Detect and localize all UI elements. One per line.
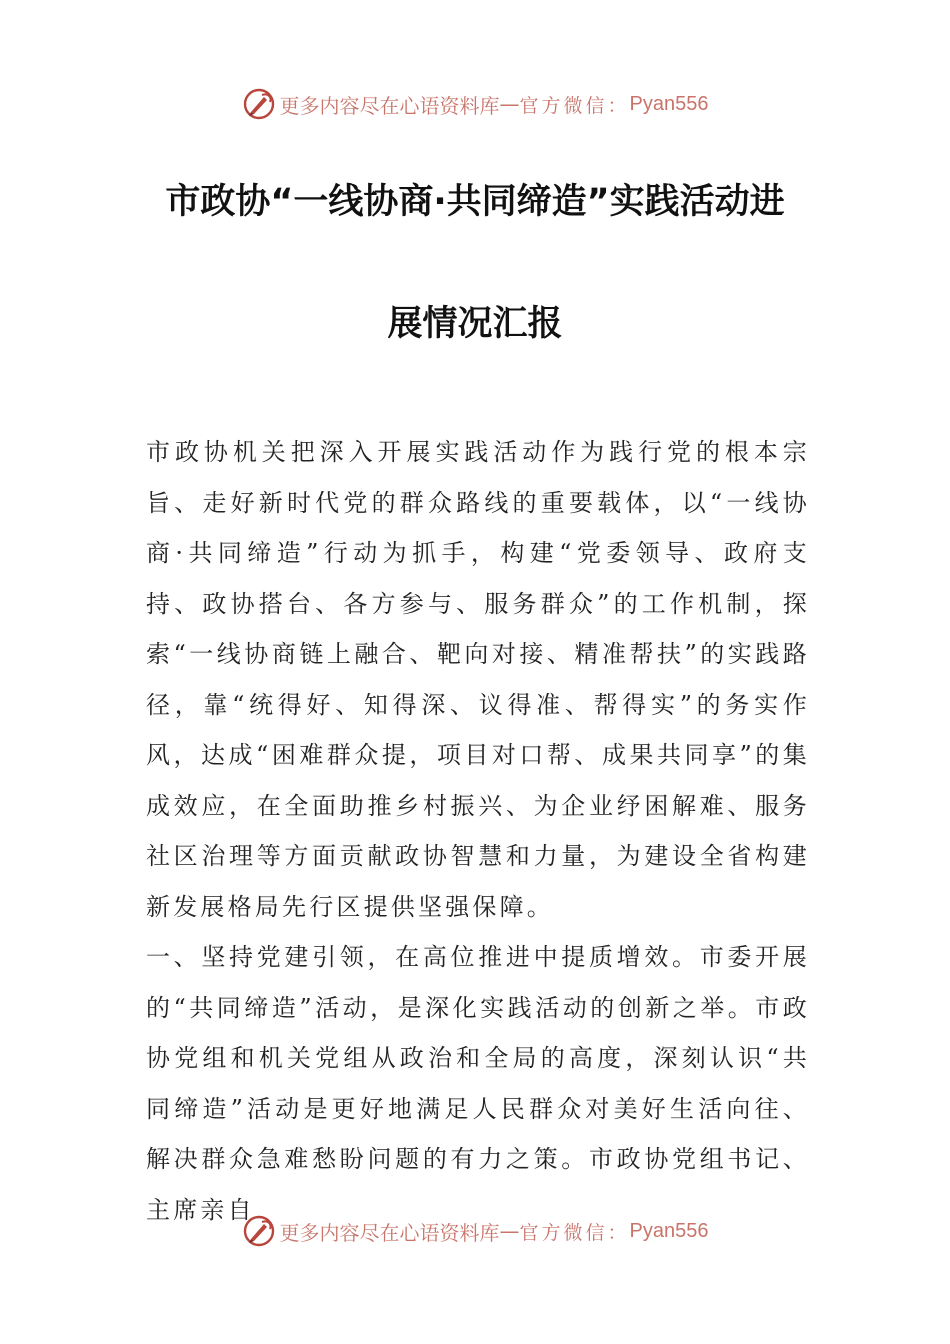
document-title-line-2: 展情况汇报 (387, 304, 563, 344)
watermark-banner-top (0, 84, 950, 124)
watermark-dash: — (499, 1219, 520, 1243)
watermark-wechat-label: 官方微信： (519, 1221, 630, 1244)
watermark-text: 更多内容尽在心语资料库 (279, 93, 500, 118)
watermark-wechat-label: 官方微信： (519, 94, 630, 117)
watermark-wechat-id: Pyan556 (629, 92, 709, 115)
watermark-dash: — (499, 92, 520, 116)
pen-logo-icon (242, 1214, 276, 1248)
watermark-banner-bottom (0, 1211, 950, 1251)
pen-logo-icon (242, 87, 276, 121)
document-body (146, 427, 810, 1235)
paragraph-section-1: 一、坚持党建引领，在高位推进中提质增效。市委开展的“共同缔造”活动，是深化实践活动的创新之举。市政协党组和机关党组从政治和全局的高度，深刻认识“共同缔造”活动是更好地满足人民群众对美好生活向往、解决群众急难愁盼问题的有力之策。市政协党组书记、主席亲自 (146, 943, 810, 1224)
document-title-line-1: 市政协“一线协商·共同缔造”实践活动进 (165, 182, 785, 222)
watermark-wechat-id: Pyan556 (629, 1219, 709, 1242)
paragraph-intro: 市政协机关把深入开展实践活动作为践行党的根本宗旨、走好新时代党的群众路线的重要载体，以“一线协商·共同缔造”行动为抓手，构建“党委领导、政府支持、政协搭台、各方参与、服务群众”的工作机制，探索“一线协商链上融合、靶向对接、精准帮扶”的实践路径，靠“统得好、知得深、议得准、帮得实”的务实作风，达成“困难群众提，项目对口帮、成果共同享”的集成效应，在全面助推乡村振兴、为企业纾困解难、服务社区治理等方面贡献政协智慧和力量，为建设全省构建新发展格局先行区提供坚强保障。 (146, 438, 810, 921)
watermark-text: 更多内容尽在心语资料库 (279, 1220, 500, 1245)
